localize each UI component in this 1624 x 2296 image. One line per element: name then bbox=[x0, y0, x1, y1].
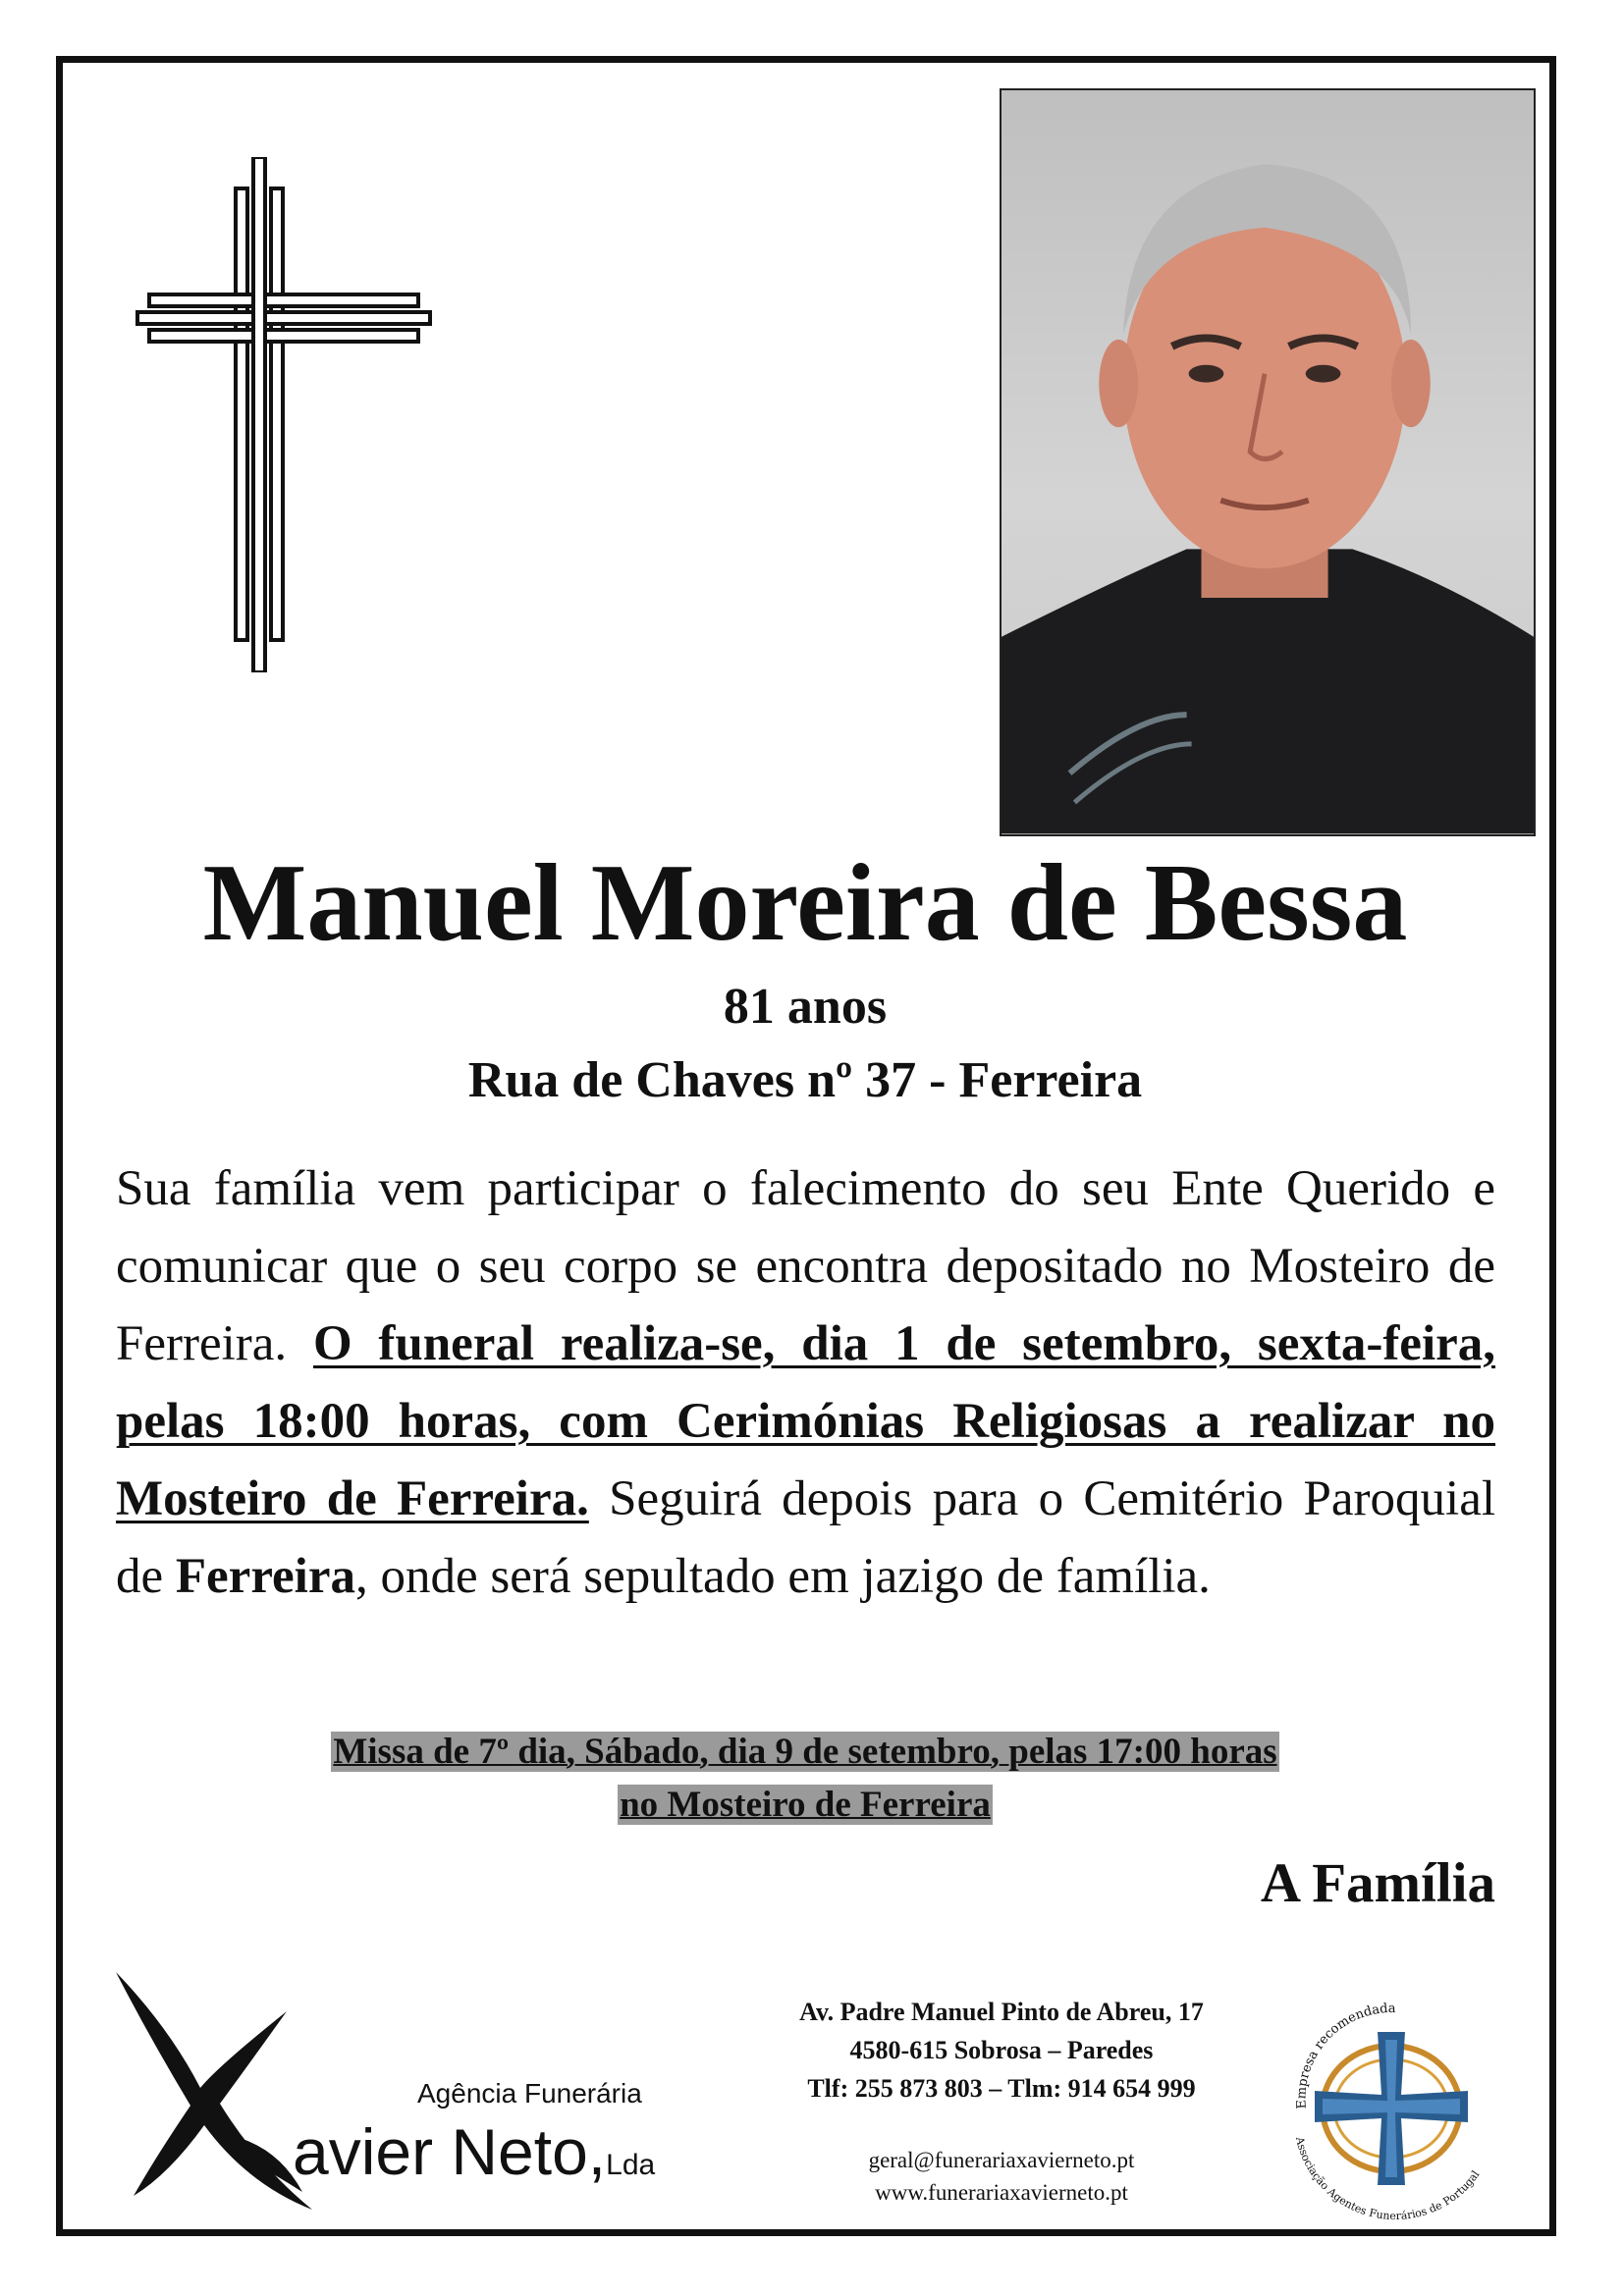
agency-name bbox=[293, 2112, 655, 2205]
signature: A Família bbox=[1260, 1852, 1495, 1914]
agency-subtitle: Agência Funerária bbox=[417, 2078, 642, 2109]
cross-icon bbox=[135, 157, 432, 672]
mass-notice bbox=[59, 1726, 1551, 1832]
portrait-illustration bbox=[1001, 90, 1534, 834]
agency-name-text: avier Neto, bbox=[293, 2115, 607, 2188]
mass-line-2: no Mosteiro de Ferreira bbox=[620, 1785, 991, 1825]
association-bottom-text: Associação Agentes Funerários de Portugal bbox=[1292, 2135, 1483, 2221]
agency-address-line-2: 4580-615 Sobrosa – Paredes bbox=[849, 2036, 1154, 2064]
portrait-photo bbox=[1000, 88, 1536, 836]
association-top-text: Empresa recomendada bbox=[1294, 2001, 1396, 2109]
agency-suffix: Lda bbox=[606, 2149, 656, 2181]
xavier-logo-icon bbox=[110, 1968, 316, 2214]
notice-cemetery: Seguirá depois para o Cemitério Paroquial de bbox=[116, 1471, 1496, 1604]
notice-burial: , onde será sepultado em jazigo de família. bbox=[354, 1549, 1211, 1604]
agency-email[interactable]: geral@funerariaxavierneto.pt bbox=[868, 2148, 1135, 2172]
deceased-age: 81 anos bbox=[723, 979, 888, 1035]
mass-line-1: Missa de 7º dia, Sábado, dia 9 de setembro, pelas 17:00 horas bbox=[333, 1732, 1277, 1772]
deceased-address: Rua de Chaves nº 37 - Ferreira bbox=[467, 1052, 1143, 1108]
agency-phones: Tlf: 255 873 803 – Tlm: 914 654 999 bbox=[807, 2074, 1196, 2103]
agency-address-line-1: Av. Padre Manuel Pinto de Abreu, 17 bbox=[799, 1998, 1204, 2026]
funeral-details: O funeral realiza-se, dia 1 de setembro, sexta-feira, pelas 18:00 horas, com Cerimónias Religiosas a realizar no Mosteiro de Ferreira. bbox=[116, 1316, 1495, 1526]
notice-intro: Sua família vem participar o falecimento do seu Ente Querido e comunicar que o seu corpo se encontra depositado no Mosteiro de Ferreira. bbox=[116, 1161, 1495, 1371]
agency-web bbox=[756, 2144, 1247, 2209]
cemetery-place: Ferreira bbox=[175, 1549, 355, 1604]
deceased-name: Manuel Moreira de Bessa bbox=[202, 842, 1408, 964]
agency-contact bbox=[756, 1993, 1247, 2108]
agency-website[interactable]: www.funerariaxavierneto.pt bbox=[875, 2180, 1128, 2205]
association-seal-icon bbox=[1276, 1991, 1507, 2221]
notice-text bbox=[116, 1150, 1495, 1616]
